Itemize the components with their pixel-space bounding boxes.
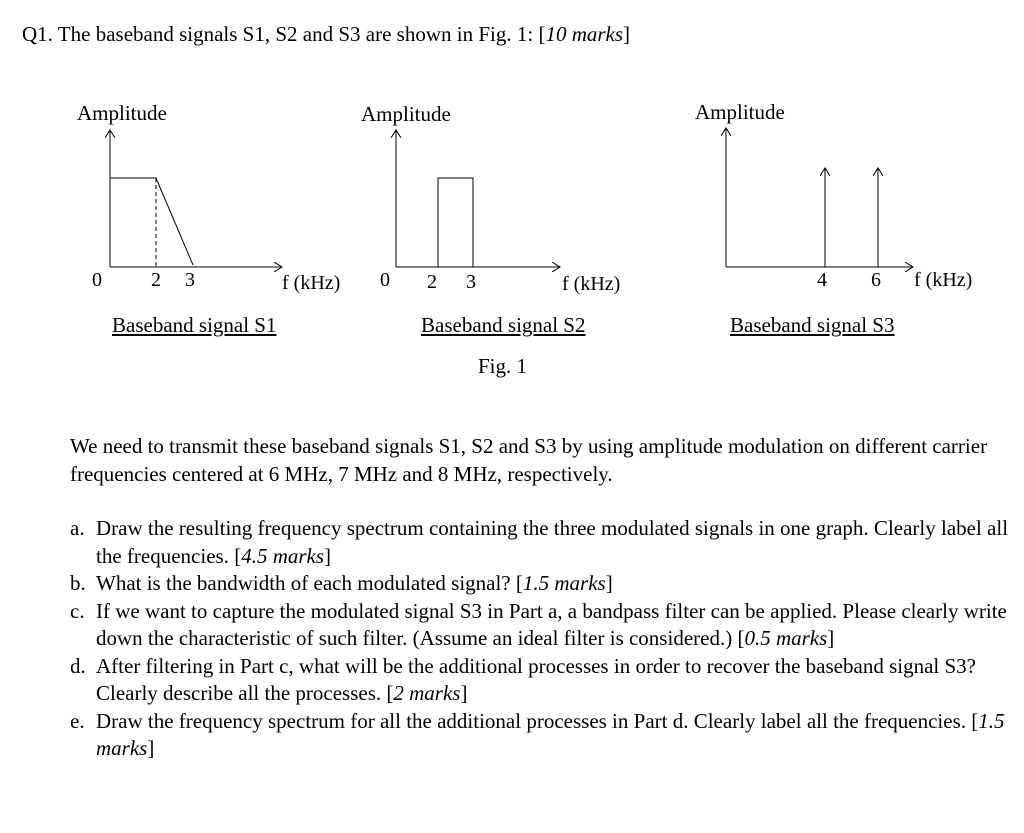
- s3-x-axis-label: f (kHz): [914, 269, 973, 291]
- intro-paragraph: We need to transmit these baseband signals S1, S2 and S3 by using amplitude modulation on different carrier frequencies centered at 6 MHz, 7 MHz and 8 MHz, respectively.: [70, 434, 988, 486]
- part-a-marks: 4.5 marks: [241, 543, 325, 568]
- s1-spectrum: [110, 178, 193, 265]
- part-b-letter: b.: [70, 571, 86, 595]
- s3-tick-6: 6: [871, 269, 881, 291]
- s2-plot: [396, 130, 560, 267]
- part-c-text: If we want to capture the modulated signal S3 in Part a, a bandpass filter can be applied. Please clearly write down the characteristic of such filter. (Assume an ideal filter is considered.): [96, 598, 1007, 650]
- part-d-text: After filtering in Part c, what will be the additional processes in order to recover the baseband signal S3? Clearly describe all the processes.: [96, 653, 976, 705]
- part-d: d. After filtering in Part c, what will be the additional processes in order to recover the baseband signal S3? Clearly describe all the processes. [2 marks]: [70, 653, 976, 705]
- s1-tick-2: 2: [151, 269, 161, 291]
- s3-tick-4: 4: [817, 269, 827, 291]
- s1-x-axis-label: f (kHz): [282, 272, 341, 294]
- part-c: c. If we want to capture the modulated signal S3 in Part a, a bandpass filter can be applied. Please clearly write down the characteristic of such filter. (Assume an ideal filter is considered.) [0.5 marks]: [70, 598, 1007, 650]
- s2-amplitude-label: Amplitude: [361, 102, 451, 126]
- s3-plot: [726, 128, 913, 267]
- question-label: Q1.: [22, 22, 53, 46]
- s1-amplitude-label: Amplitude: [77, 101, 167, 125]
- part-c-letter: c.: [70, 598, 85, 623]
- s1-plot: [110, 130, 282, 267]
- part-e: e. Draw the frequency spectrum for all the additional processes in Part d. Clearly label all the frequencies. [1.5 marks]: [70, 708, 1005, 760]
- s1-caption: Baseband signal S1: [112, 313, 277, 337]
- part-e-letter: e.: [70, 708, 85, 733]
- s2-tick-3: 3: [466, 271, 476, 293]
- part-d-marks: 2 marks: [393, 681, 461, 705]
- part-b: b. What is the bandwidth of each modulated signal? [1.5 marks]: [70, 570, 1010, 598]
- part-e-marks: 1.5 marks: [96, 708, 1005, 760]
- s1-origin-label: 0: [92, 269, 102, 291]
- figure-caption: Fig. 1: [478, 354, 528, 378]
- s2-x-axis-label: f (kHz): [562, 273, 621, 295]
- s2-spectrum: [438, 178, 473, 267]
- s3-amplitude-label: Amplitude: [695, 100, 785, 124]
- parts-list: [70, 515, 1010, 763]
- part-c-marks: 0.5 marks: [744, 626, 828, 650]
- part-b-marks: 1.5 marks: [522, 571, 606, 595]
- s3-caption: Baseband signal S3: [730, 313, 895, 337]
- part-d-letter: d.: [70, 653, 86, 678]
- part-a: a. Draw the resulting frequency spectrum containing the three modulated signals in one graph. Clearly label all the frequencies. [4.5 marks]: [70, 516, 1009, 568]
- s2-origin-label: 0: [380, 269, 390, 291]
- part-e-text: Draw the frequency spectrum for all the additional processes in Part d. Clearly label all the frequencies.: [96, 708, 967, 733]
- part-a-letter: a.: [70, 516, 85, 540]
- s2-tick-2: 2: [427, 271, 437, 293]
- part-a-text: Draw the resulting frequency spectrum containing the three modulated signals in one graph. Clearly label all the frequencies.: [96, 516, 1009, 568]
- question-text: The baseband signals S1, S2 and S3 are shown in Fig. 1:: [57, 22, 534, 46]
- part-b-text: What is the bandwidth of each modulated signal?: [96, 571, 511, 595]
- s2-caption: Baseband signal S2: [421, 313, 586, 337]
- question-marks: [10 marks]: [538, 22, 631, 46]
- s1-tick-3: 3: [185, 269, 195, 291]
